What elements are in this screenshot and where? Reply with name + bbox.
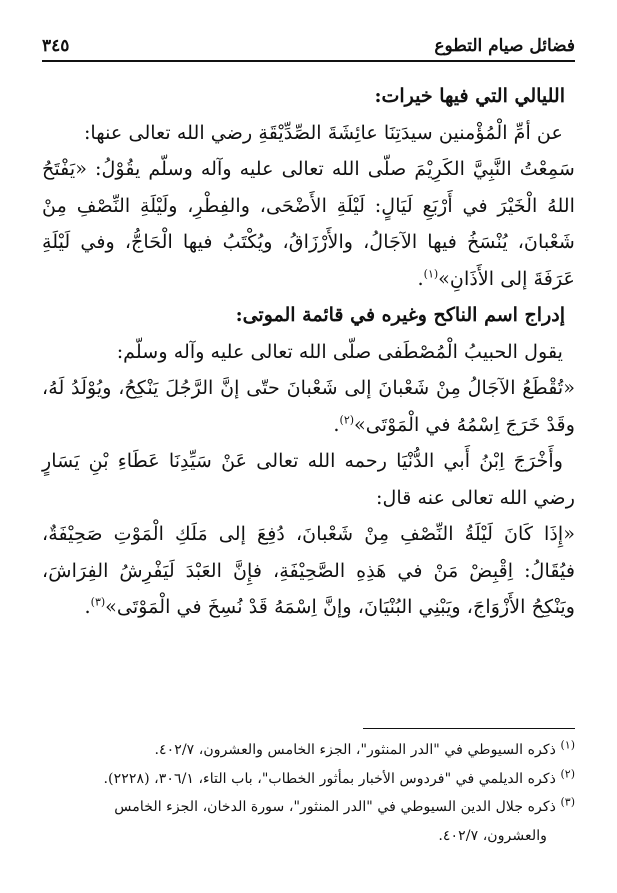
footnote-3 — [42, 793, 575, 822]
footnote-text-3: ذكره جلال الدين السيوطي في "الدر المنثور"، سورة الدخان، الجزء الخامس — [114, 799, 556, 815]
ata-quote-text: «إِذَا كَانَ لَيْلَةُ النِّصْفِ مِنْ شَعْبانَ، دُفِعَ إلى مَلَكِ الْمَوْتِ صَحِيْفَةٌ، فيُقَالُ: اِقْبِضْ مَنْ في هَذِهِ الصَّحِيْفَةِ، فإِنَّ العَبْدَ لَيَفْرِشُ الفِرَاشَ، ويَنْكِحُ الأَزْوَاجَ، ويَبْنِي البُنْيَانَ، وإنَّ اِسْمَهُ قَدْ نُسِخَ في الْمَوْتَى» — [42, 522, 575, 618]
ata-quote-paragraph — [42, 516, 575, 626]
footnote-text-2: ذكره الديلمي في "فردوس الأخبار بمأثور الخطاب"، باب التاء، ٣٠٦/١، (٢٢٢٨). — [103, 770, 556, 787]
footnote-mark-2: (٢) — [560, 766, 575, 780]
ata-intro: وأَخْرَجَ اِبْنُ أَبي الدُّنْيَا رحمه الله تعالى عَنْ سَيِّدِنَا عَطَاءِ بْنِ يَسَارٍ رضي الله تعالى عنه قال: — [42, 449, 575, 509]
footnote-2 — [42, 765, 575, 794]
nights-intro: عن أمِّ الْمُؤْمنين سيدَتِنَا عائِشَةَ الصِّدِّيْقَةِ رضي الله تعالى عنها: — [83, 120, 563, 144]
footnote-3-continuation: والعشرون، ٤٠٢/٧. — [438, 827, 547, 844]
footnote-text-1: ذكره السيوطي في "الدر المنثور"، الجزء الخامس والعشرون، ٤٠٢/٧. — [154, 742, 556, 758]
section-heading-list: إدراج اسم الناكح وغيره في قائمة الموتى: — [235, 304, 565, 326]
footnote-1 — [42, 736, 575, 765]
list-hadith-text: «تُقْطَعُ الآجَالُ مِنْ شَعْبانَ إلى شَعْبانَ حتّى إنَّ الرَّجُلَ يَنْكِحُ، ويُوْلَدُ لَهُ، وقَدْ خَرَجَ اِسْمُهُ في الْمَوْتَى» — [42, 376, 575, 436]
book-title: فضائل صيام التطوع — [434, 36, 575, 56]
footnotes — [42, 736, 575, 850]
page-body — [42, 78, 575, 626]
section-heading-nights: الليالي التي فيها خيرات: — [374, 85, 565, 107]
footnote-mark-1: (١) — [560, 738, 575, 752]
footnote-mark-3: (٣) — [560, 795, 575, 809]
nights-end-mark: . — [417, 266, 424, 290]
footnote-divider — [363, 728, 575, 729]
list-intro: يقول الحبيبُ الْمُصْطَفى صلّى الله تعالى عليه وآله وسلّم: — [116, 339, 563, 363]
list-hadith-paragraph — [42, 370, 575, 443]
list-end-mark: . — [333, 412, 340, 436]
page-number: ٣٤٥ — [42, 36, 70, 56]
ata-end-mark: . — [84, 595, 91, 618]
header-divider — [42, 60, 575, 62]
nights-hadith-text: سَمِعْتُ النَّبِيَّ الكَرِيْمَ صلّى الله تعالى عليه وآله وسلّم يقُوْلُ: «يَفْتَحُ اللهُ الْخَيْرَ في أَرْبَعِ لَيَالٍ: لَيْلَةِ الأَضْحَى، والفِطْرِ، ولَيْلَةِ النِّصْفِ مِنْ شَعْبانَ، يُنْسَخُ فيها الآجَالُ، والأَرْزَاقُ، ويُكْتَبُ فيها الْحَاجُّ، وفي لَيْلَةِ عَرَفَةَ إلى الأَذَانِ» — [42, 157, 575, 290]
page-header — [42, 30, 575, 56]
footnote-ref-3: (٣) — [90, 595, 106, 609]
nights-hadith-paragraph — [42, 151, 575, 297]
footnote-ref-1: (١) — [423, 267, 439, 281]
footnote-ref-2: (٢) — [339, 413, 355, 427]
